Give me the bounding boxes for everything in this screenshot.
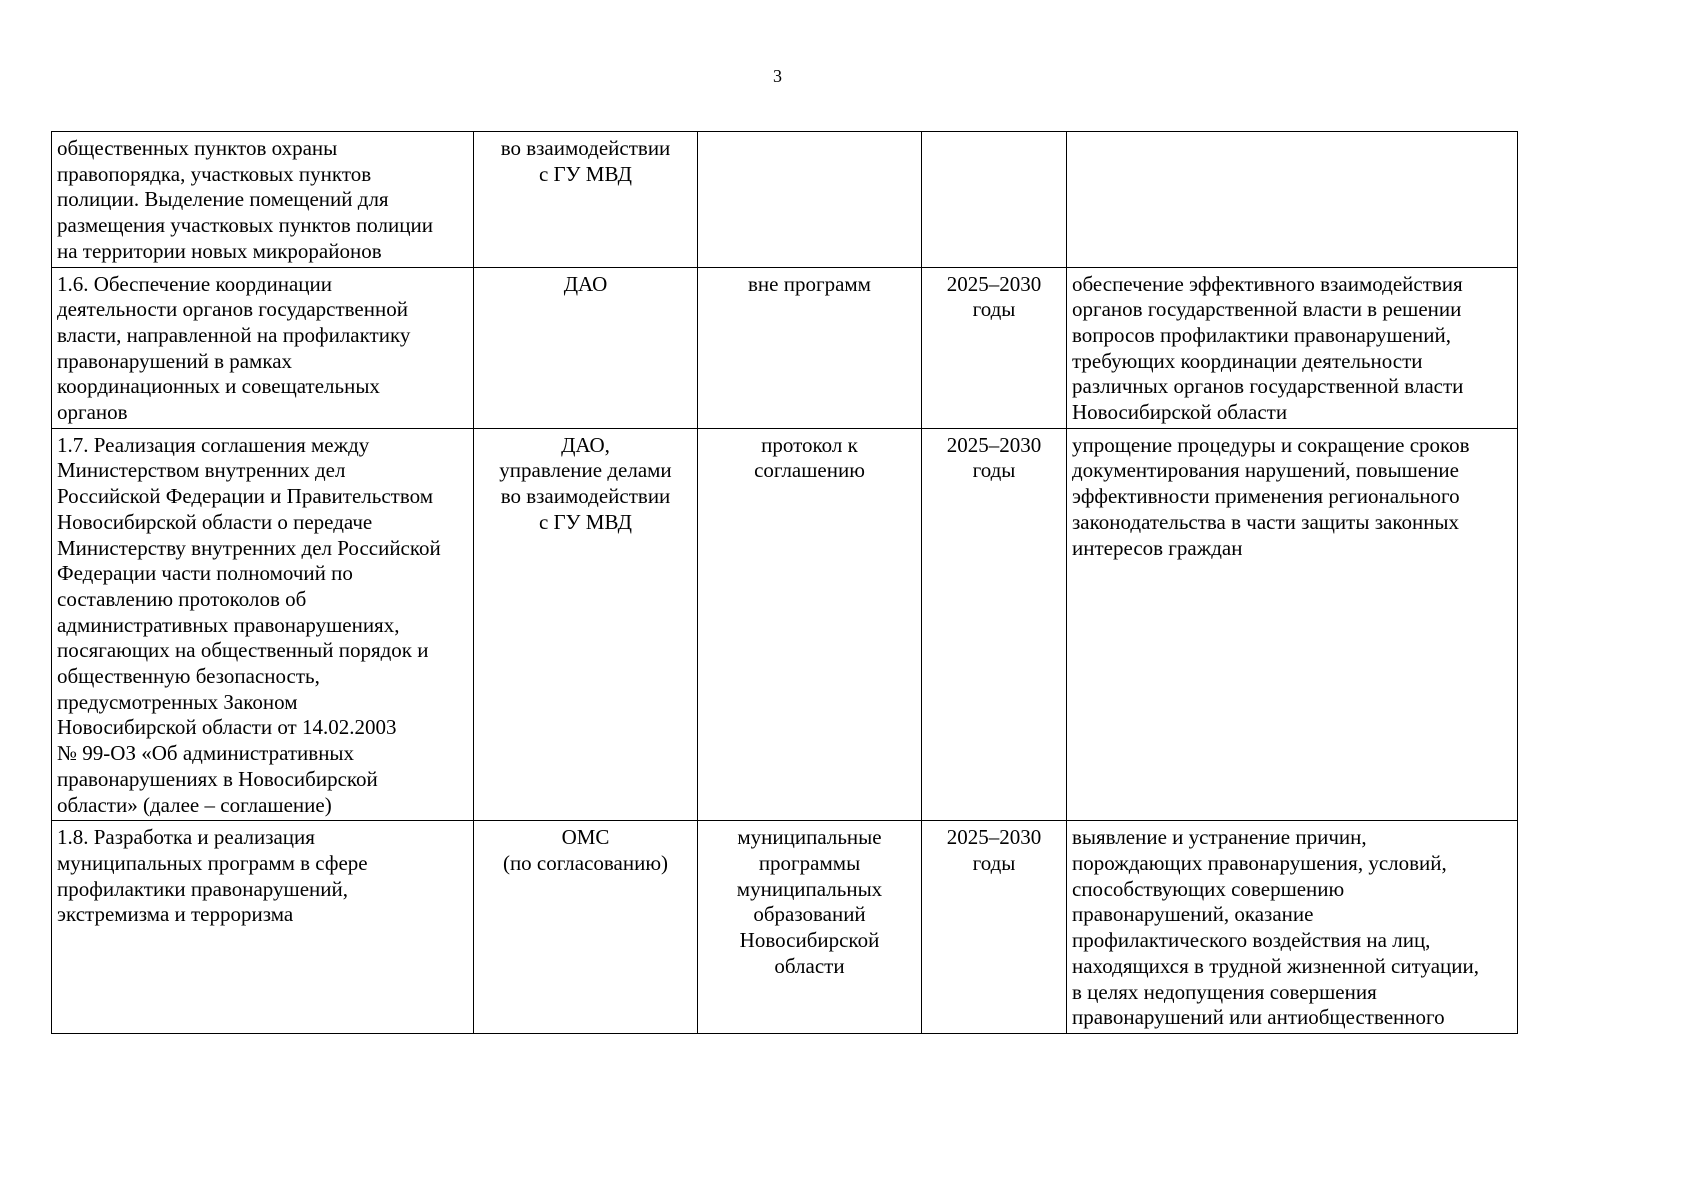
table-row [52, 428, 1518, 821]
measure-cell: 1.7. Реализация соглашения между Министерством внутренних дел Российской Федерации и Правительством Новосибирской области о передаче Министерству внутренних дел Российской Федерации части полномочий по составлению протоколов об административных правонарушениях, посягающих на общественный порядок и общественную безопасность, предусмотренных Законом Новосибирской области от 14.02.2003 № 99-ОЗ «Об административных правонарушениях в Новосибирской области» (далее – соглашение) [52, 428, 474, 821]
executor-cell: ДАО [474, 267, 698, 428]
term-cell [922, 132, 1067, 268]
table-row [52, 132, 1518, 268]
financing-cell: муниципальные программы муниципальных образований Новосибирской области [698, 821, 922, 1034]
table-row [52, 267, 1518, 428]
term-cell: 2025–2030 годы [922, 428, 1067, 821]
financing-cell: вне программ [698, 267, 922, 428]
measure-cell: 1.8. Разработка и реализация муниципальных программ в сфере профилактики правонарушений, экстремизма и терроризма [52, 821, 474, 1034]
measure-cell: общественных пунктов охраны правопорядка, участковых пунктов полиции. Выделение помещений для размещения участковых пунктов полиции на территории новых микрорайонов [52, 132, 474, 268]
executor-cell: во взаимодействии с ГУ МВД [474, 132, 698, 268]
executor-cell: ДАО, управление делами во взаимодействии с ГУ МВД [474, 428, 698, 821]
measure-cell: 1.6. Обеспечение координации деятельности органов государственной власти, направленной на профилактику правонарушений в рамках координационных и совещательных органов [52, 267, 474, 428]
term-cell: 2025–2030 годы [922, 821, 1067, 1034]
result-cell: упрощение процедуры и сокращение сроков документирования нарушений, повышение эффективности применения регионального законодательства в части защиты законных интересов граждан [1067, 428, 1518, 821]
term-cell: 2025–2030 годы [922, 267, 1067, 428]
financing-cell: протокол к соглашению [698, 428, 922, 821]
table-row [52, 821, 1518, 1034]
page-number: 3 [773, 66, 782, 86]
result-cell: обеспечение эффективного взаимодействия органов государственной власти в решении вопросов профилактики правонарушений, требующих координации деятельности различных органов государственной власти Новосибирской области [1067, 267, 1518, 428]
result-cell: выявление и устранение причин, порождающих правонарушения, условий, способствующих совершению правонарушений, оказание профилактического воздействия на лиц, находящихся в трудной жизненной ситуации, в целях недопущения совершения правонарушений или антиобщественного [1067, 821, 1518, 1034]
executor-cell: ОМС (по согласованию) [474, 821, 698, 1034]
financing-cell [698, 132, 922, 268]
measures-table [51, 131, 1518, 1034]
result-cell [1067, 132, 1518, 268]
